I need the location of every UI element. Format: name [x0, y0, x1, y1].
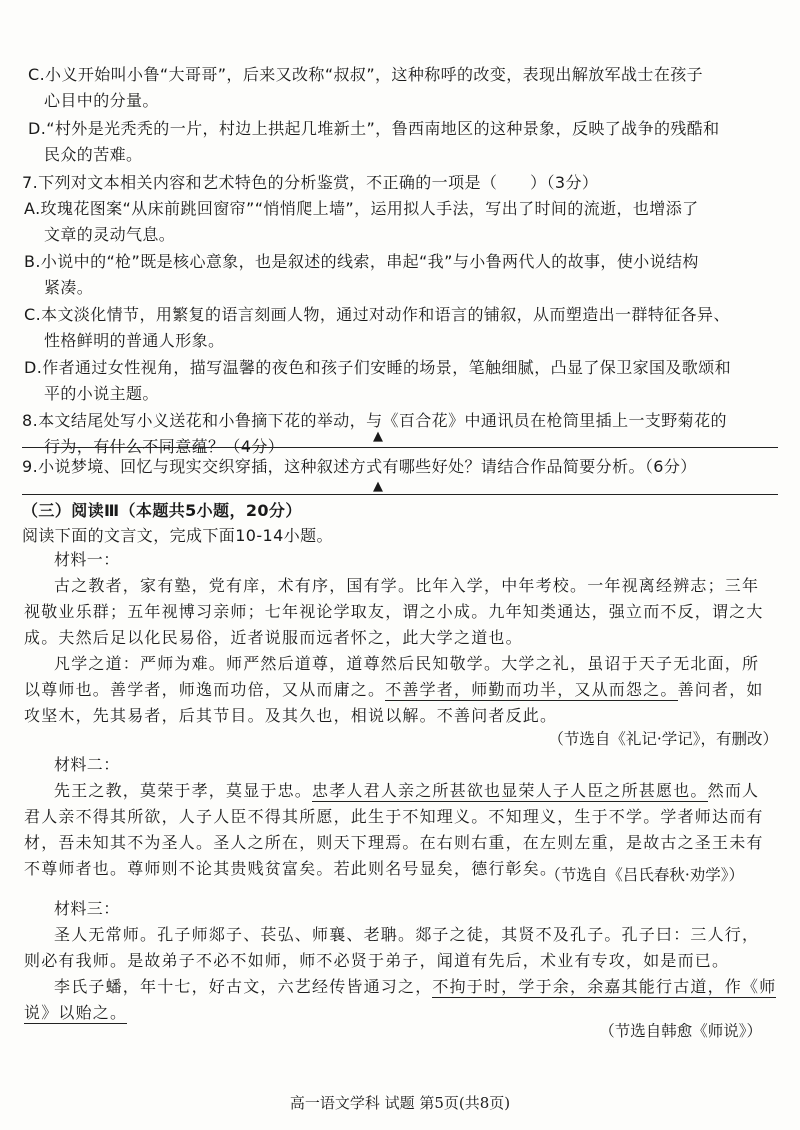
q7-option-c-line1: C.本文淡化情节，用繁复的语言刻画人物，通过对动作和语言的铺叙，从而塑造出一群特征各异、: [24, 305, 730, 324]
answer-marker-q8: ▲: [373, 429, 383, 444]
material1-text: 视敬业乐群；五年视博习亲师；七年视论学取友，谓之小成。九年知类通达，强立而不反，谓之大: [24, 602, 764, 621]
section3-intro: 阅读下面的文言文，完成下面10-14小题。: [22, 526, 333, 545]
underlined-sentence: 不善学者，师勤而功半，又从而怨之。: [385, 680, 678, 699]
material3-source: （节选自韩愈《师说》）: [599, 1022, 762, 1040]
material3-text: [54, 976, 776, 998]
material1-text: 凡学之道：严师为难。师严然后道尊，道尊然后民知敬学。大学之礼，虽诏于天子无北面，所: [54, 654, 760, 673]
q6-option-d-line1: D.“村外是光秃秃的一片，村边上拱起几堆新土”，鲁西南地区的这种景象，反映了战争的残酷和: [28, 119, 720, 138]
q7-option-d-line2: 平的小说主题。: [44, 384, 159, 403]
answer-rule-q9: [22, 494, 778, 495]
q7-option-d-line1: D.作者通过女性视角，描写温馨的夜色和孩子们安睡的场景，笔触细腻，凸显了保卫家国及歌颂和: [24, 358, 732, 377]
q9-stem: 9.小说梦境、回忆与现实交织穿插，这种叙述方式有哪些好处？请结合作品简要分析。（6分）: [22, 457, 697, 476]
underlined-sentence: 忠孝人君人亲之所甚欲也显荣人子人臣之所甚愿也。: [312, 781, 708, 800]
material2-source: （节选自《吕氏春秋·劝学》）: [545, 866, 744, 884]
q6-option-c-line1: C.小义开始叫小鲁“大哥哥”，后来又改称“叔叔”，这种称呼的改变，表现出解放军战士在孩子: [28, 65, 704, 84]
material2-text: 君人亲不得其所欲，人子人臣不得其所愿，此生于不知理义。不知理义，生于不学。学者师达而有: [24, 807, 764, 826]
q7-option-a-line2: 文章的灵动气息。: [44, 225, 176, 244]
material1-text: 古之教者，家有塾，党有庠，术有序，国有学。比年入学，中年考校。一年视离经辨志；三年: [54, 576, 760, 595]
material2-text-segment: 先王之教，莫荣于孝，莫显于忠。: [54, 781, 313, 800]
q6-option-d-line2: 民众的苦难。: [44, 145, 143, 164]
material3-label: 材料三：: [54, 899, 120, 918]
material3-text: 圣人无常师。孔子师郯子、苌弘、师襄、老聃。郯子之徒，其贤不及孔子。孔子曰：三人行，: [54, 925, 760, 944]
page-footer: 高一语文学科 试题 第5页(共8页): [289, 1094, 511, 1112]
material2-label: 材料二：: [54, 755, 120, 774]
material2-text: 不尊师者也。尊师则不论其贵贱贫富矣。若此则名号显矣，德行彰矣。: [24, 859, 558, 878]
material1-text: [24, 679, 764, 701]
answer-rule-q8: [22, 447, 778, 448]
material2-text: [54, 780, 759, 802]
q8-stem-line2: 行为，有什么不同意蕴？（4分）: [44, 437, 285, 456]
material3-text: 则必有我师。是故弟子不必不如师，师不必贤于弟子，闻道有先后，术业有专攻，如是而已。: [24, 951, 730, 970]
q8-stem-line1: 8.本文结尾处写小义送花和小鲁摘下花的举动，与《百合花》中通讯员在枪筒里插上一支野菊花的: [22, 411, 727, 430]
underlined-sentence: 说》以贻之。: [24, 1003, 128, 1022]
material1-label: 材料一：: [54, 550, 120, 569]
q6-option-c-line2: 心目中的分量。: [44, 91, 159, 110]
q7-stem: 7.下列对文本相关内容和艺术特色的分析鉴赏，不正确的一项是（ ）（3分）: [22, 173, 599, 192]
underlined-sentence: 不拘于时，学于余，余嘉其能行古道，作《师: [432, 977, 777, 996]
q7-option-b-line2: 紧凑。: [44, 278, 94, 297]
section3-heading: （三）阅读Ⅲ（本题共5小题，20分）: [22, 501, 302, 520]
material2-text: 材，吾未知其不为圣人。圣人之所在，则天下理焉。在右则右重，在左则左重，是故古之圣王未有: [24, 833, 764, 852]
material1-text: 成。夫然后足以化民易俗，近者说服而远者怀之，此大学之道也。: [24, 628, 523, 647]
answer-marker-q9: ▲: [373, 479, 383, 494]
material1-text: 攻坚木，先其易者，后其节目。及其久也，相说以解。不善问者反此。: [24, 706, 558, 725]
material1-source: （节选自《礼记·学记》，有删改）: [548, 730, 778, 748]
material3-text-segment: 李氏子蟠，年十七，好古文，六艺经传皆通习之，: [54, 977, 433, 996]
material2-text-segment: 然而人: [707, 781, 760, 800]
q7-option-a-line1: A.玫瑰花图案“从床前跳回窗帘”“悄悄爬上墙”，运用拟人手法，写出了时间的流逝，也增添了: [24, 199, 699, 218]
q7-option-c-line2: 性格鲜明的普通人形象。: [44, 331, 225, 350]
material3-text: [24, 1002, 127, 1024]
material1-text-segment: 以尊师也。善学者，师逸而功倍，又从而庸之。: [24, 680, 386, 699]
q7-option-b-line1: B.小说中的“枪”既是核心意象，也是叙述的线索，串起“我”与小鲁两代人的故事，使小说结构: [24, 252, 699, 271]
material1-text-segment: 善问者，如: [677, 680, 764, 699]
